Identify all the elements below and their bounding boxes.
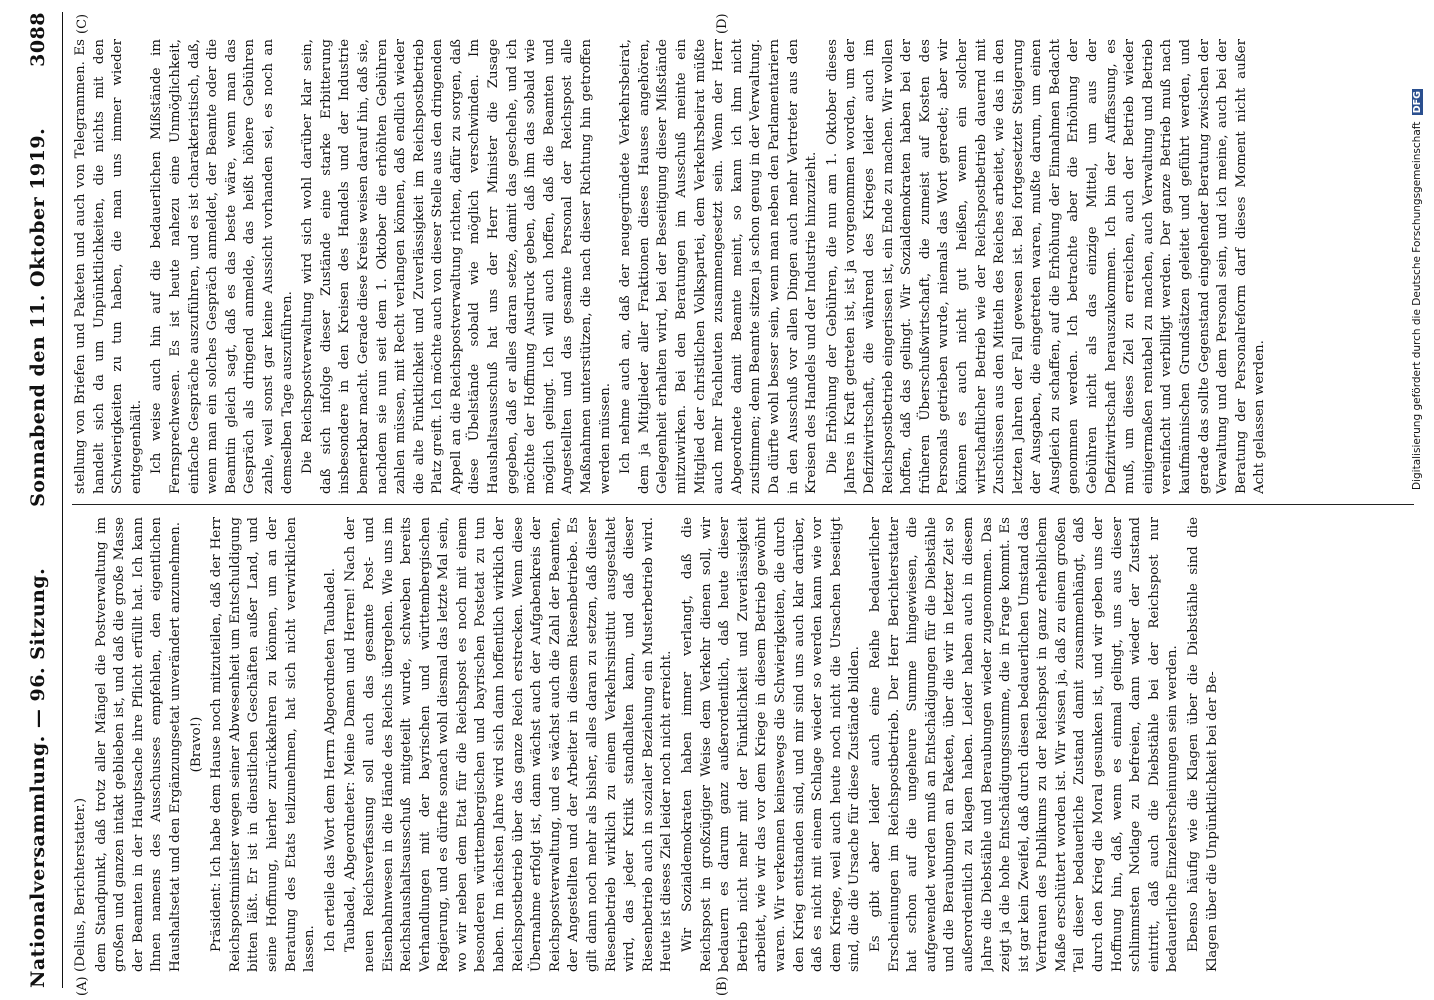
header-left: Nationalversammlung. — 96. Sitzung. [27, 567, 49, 988]
left-paragraph: (Delius, Berichterstatter.) [73, 797, 88, 972]
left-paragraph: Wir Sozialdemokraten haben immer verlangt, daß die Reichspost in großzügiger Weise dem Verkehr dienen soll, wir bedauern es darum ganz außerordentlich, daß heute dieser Betrieb nicht mehr mit der Pünktlichkeit und Zuverlässigkeit arbeitet, wie wir das vor dem Kriege in diesem Betrieb gewöhnt waren. Wir verkennen keineswegs die Schwierigkeiten, die durch den Krieg entstanden sind, und mir sind uns auch klar darüber, daß es nicht mit einem Schlage wieder so werden kann wie vor dem Kriege, weil auch heute noch nicht die Ursachen beseitigt sind, die die Ursache für diese Zustände bilden. [680, 517, 863, 972]
header-rule [62, 12, 63, 988]
right-paragraph: stellung von Briefen und Paketen und auch von Telegrammen. Es handelt sich da um Unpünktlichkeiten, die nichts mit den Schwierigkeiten zu tun haben, die man uns immer wieder entgegenhält. [73, 39, 144, 494]
watermark-text: Digitalisierung gefördert durch die Deutsche Forschungsgemeinschaft [1411, 121, 1423, 490]
left-paragraph: Ebenso häufig wie die Klagen über die Diebstähle sind die Klagen über die Unpünktlichkeit bei der Be- [1186, 517, 1220, 972]
left-paragraph: Ich erteile das Wort dem Herrn Abgeordneten Taubadel. [322, 567, 338, 952]
left-column [72, 517, 1420, 972]
margin-mark-b: (B) [715, 976, 730, 996]
left-paragraph: Taubadel, Abgeordneter: Meine Damen und Herren! Nach der neuen Reichsverfassung soll auch das gesamte Post- und Eisenbahnwesen in die Hände des Reichs übergehen. Wie uns im Reichshaushaltsausschuß mitgeteilt wurde, schweben bereits Verhandlungen mit der bayrischen und württembergischen Regierung, und es dürfte sonach wohl diesmal das letzte Mal sein, wo wir neben dem Etat für die Reichspost es noch mit einem besonderen württembergischen und bayrischen Postetat zu tun haben. Im nächsten Jahre wird sich dann hoffentlich wirklich der Reichspostbetrieb über das ganze Reich erstrecken. Wenn diese Übernahme erfolgt ist, dann wächst auch der Aufgabenkreis der Reichspostverwaltung, und es wächst auch die Zahl der Beamten, der Angestellten und der Arbeiter in diesem Riesenbetriebe. Es gilt dann noch mehr als bisher, alles daran zu setzen, daß dieser Riesenbetrieb wirklich zu einem Verkehrsinstitut ausgestaltet wird, das jeder Kritik standhalten kann, und daß dieser Riesenbetrieb auch in sozialer Beziehung ein Musterbetrieb wird. Heute ist dieses Ziel leider noch nicht erreicht. [343, 517, 675, 972]
right-paragraph: Ich weise auch hin auf die bedauerlichen Mißstände im Fernsprechwesen. Es ist heute nahezu eine Unmöglichkeit, einfache Gespräche auszuführen, und es ist charakteristisch, daß, wenn man ein solches Gespräch anmeldet, der Beamte oder die Beamtin gleich sagt, daß es das beste wäre, wenn man das Gespräch als dringend anmelde, das heißt höhere Gebühren zahle, weil sonst gar keine Aussicht vorhanden sei, es noch an demselben Tage auszuführen. [149, 39, 295, 494]
margin-mark-c: (C) [75, 13, 90, 34]
left-paragraph: Präsident: Ich habe dem Hause noch mitzuteilen, daß der Herr Reichspostminister wegen seiner Abwesenheit um Entschuldigung bitten läßt. Er ist in dienstlichen Geschäften außer Land, und seine Hoffnung, hierher zurückkehren zu können, um an der Beratung des Etats teilzunehmen, hat sich nicht verwirklichen lassen. [209, 517, 318, 972]
right-paragraph: Die Erhöhung der Gebühren, die nun am 1. Oktober dieses Jahres in Kraft getreten ist, ist ja vorgenommen worden, um der Defizitwirtschaft, die während des Krieges leider auch im Reichspostbetrieb eingerissen ist, ein Ende zu machen. Wir wollen hoffen, daß das gelingt. Wir Sozialdemokraten haben bei der früheren Überschußwirtschaft, die zumeist auf Kosten des Personals getrieben wurde, niemals das Wort geredet; aber wir können es auch nicht gut heißen, wenn ein solcher wirtschaftlicher Betrieb wie der Reichspostbetrieb dauernd mit Zuschüssen aus den Mitteln des Reiches arbeitet, wie das in den letzten Jahren der Fall gewesen ist. Bei fortgesetzter Steigerung der Ausgaben, die eingetreten waren, mußte darum, um einen Ausgleich zu schaffen, auf die Erhöhung der Einnahmen Bedacht genommen werden. Ich betrachte aber die Erhöhung der Gebühren nicht als das einzige Mittel, um aus der Defizitwirtschaft herauszukommen. Ich bin der Auffassung, es muß, um dieses Ziel zu erreichen, auch der Betrieb wieder einigermaßen rentabel zu machen, auch Verwaltung und Betrieb vereinfacht und verbilligt werden. Der ganze Betrieb muß nach kaufmännischen Grundsätzen geleitet und geführt werden, und gerade das sollte Gegenstand eingehender Beratung zwischen der Verwaltung und dem Personal sein, und ich meine, auch bei der Beratung der Personalreform darf dieses Moment nicht außer Acht gelassen werden. [824, 39, 1268, 494]
left-paragraph: dem Standpunkt, daß trotz aller Mängel die Postverwaltung im großen und ganzen intakt geblieben ist, und daß die große Masse der Beamten in der Hauptsache ihre Pflicht erfüllt hat. Ich kann Ihnen namens des Ausschusses empfehlen, den eigentlichen Haushaltsetat und den Ergänzungsetat unverändert anzunehmen. [93, 517, 183, 972]
right-paragraph: Ich nehme auch an, daß der neugegründete Verkehrsbeirat, dem ja Mitglieder aller Fraktionen dieses Hauses angehören, Gelegenheit erhalten wird, bei der Beseitigung dieser Mißstände mitzuwirken. Bei den Beratungen im Ausschuß meinte ein Mitglied der christlichen Volkspartei, dem Verkehrsbeirat müßte auch mehr Fachleuten zusammengesetzt sein. Wenn der Herr Abgeordnete damit Beamte meint, so kann ich ihm nicht zustimmen; denn Beamte sitzen ja schon genug in der Verwaltung. Da dürfte wohl besser sein, wenn man neben den Parlamentariern in den Ausschuß vor allen Dingen auch mehr Vertreter aus den Kreisen des Handels und der Industrie hinzuzieht. [618, 39, 820, 494]
right-paragraph: Die Reichspostverwaltung wird sich wohl darüber klar sein, daß sich infolge dieser Zustände eine starke Erbitterung insbesondere in den Kreisen des Handels und der Industrie bemerkbar macht. Gerade diese Kreise weisen darauf hin, daß sie, nachdem sie nun seit dem 1. Oktober die erhöhten Gebühren zahlen müssen, mit Recht verlangen können, daß endlich wieder die alte Pünktlichkeit und Zuverlässigkeit im Reichspostbetrieb Platz greift. Ich möchte auch von dieser Stelle aus den dringenden Appell an die Reichspostverwaltung richten, dafür zu sorgen, daß diese Übelstände sobald wie möglich verschwinden. Im Haushaltsausschuß hat uns der Herr Minister die Zusage gegeben, daß er alles daran setze, damit das geschehe, und ich möchte der Hoffnung Ausdruck geben, daß ihm das sobald wie möglich gelingt. Ich will auch hoffen, daß die Beamten und Angestellten und das gesamte Personal der Reichspost alle Maßnahmen unterstützen, die nach dieser Richtung hin getroffen werden müssen. [300, 39, 613, 494]
page-header [18, 12, 58, 988]
left-paragraph: (Bravo!) [188, 716, 204, 773]
left-paragraph: Es gibt aber leider auch eine Reihe bedauerlicher Erscheinungen im Reichspostbetrieb. Der Herr Berichterstatter hat schon auf die ungeheure Summe hingewiesen, die aufgewendet werden muß an Entschädigungen für die Diebstähle und die Beraubungen an Paketen, über die wir in letzter Zeit so außerordentlich zu klagen haben. Leider haben auch in diesem Jahre die Diebstähle und Beraubungen wieder zugenommen. Das zeigt ja die hohe Entschädigungssumme, die in Frage kommt. Es ist gar kein Zweifel, daß durch diesen bedauerlichen Umstand das Vertrauen des Publikums zu der Reichspost in ganz erheblichem Maße erschüttert worden ist. Wir wissen ja, daß zu einem großen Teil dieser bedauerliche Zustand damit zusammenhängt, daß durch den Krieg die Moral gesunken ist, und wir geben uns der Hoffnung hin, daß, wenn es einmal gelingt, uns aus dieser schlimmsten Notlage zu befreien, dann wieder der Zustand eintritt, daß auch die Diebstähle bei der Reichspost nur bedauerliche Einzelerscheinungen sein werden. [867, 517, 1181, 972]
watermark-strip [1408, 0, 1434, 1000]
margin-mark-a: (A) [75, 976, 90, 996]
header-date: Sonnabend den 11. Oktober 1919. [27, 127, 49, 507]
right-column [72, 39, 1420, 494]
margin-mark-d: (D) [715, 13, 730, 34]
page-number: 3088 [27, 12, 49, 67]
column-divider [72, 504, 1414, 505]
watermark [1411, 0, 1431, 490]
dfg-logo: DFG [1412, 91, 1423, 114]
